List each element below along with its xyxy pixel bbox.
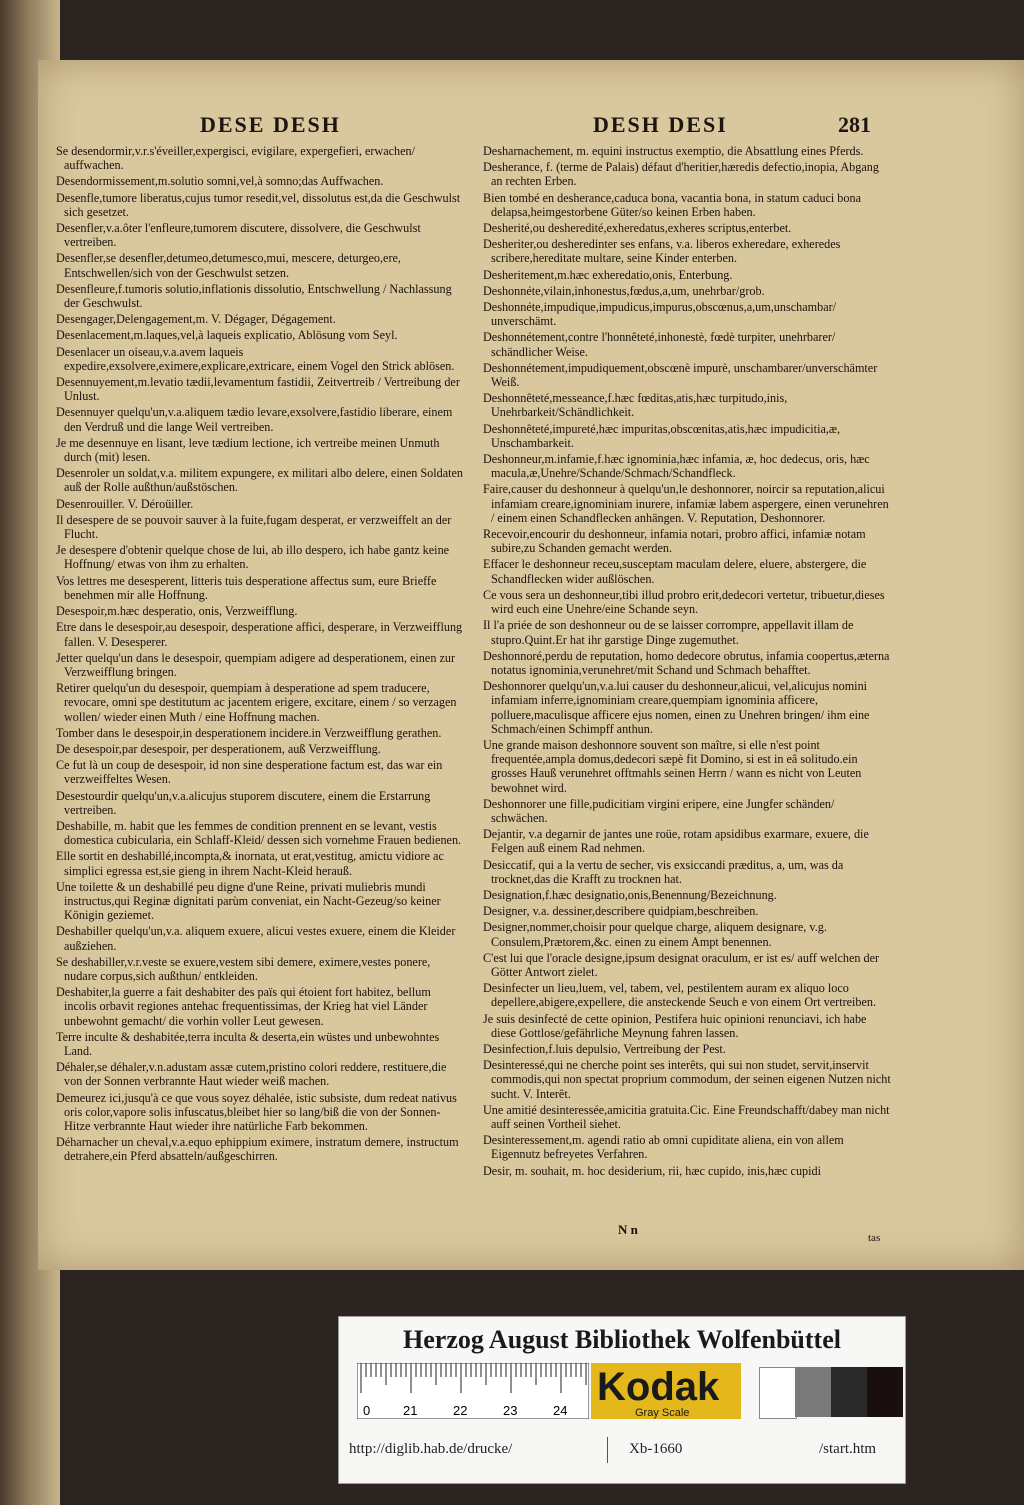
- dictionary-entry: Je suis desinfecté de cette opinion, Pestifera huic opinioni renunciavi, ich habe diese Gottlose/gefährliche Meynung fahren lassen.: [483, 1011, 867, 1040]
- gray-patch-dark: [831, 1367, 867, 1417]
- dictionary-entry: Desenrouiller. V. Déroüiller.: [56, 496, 194, 511]
- dictionary-entry: Desenlacer un oiseau,v.a.avem laqueis expedire,exsolvere,eximere,explicare,extricare, einem Vogel den Strick ablösen.: [56, 344, 455, 373]
- dictionary-entry: Deshonnêteté,impureté,hæc impuritas,obscœnitas,atis,hæc impudicitia,æ, Unschambarkeit.: [483, 421, 841, 450]
- dictionary-entry: Une toilette & un deshabillé peu digne d'une Reine, privati muliebris mundi instructus,qui Reginæ dignitati parùm conveniat, ein Nacht-Gezeug/so keiner Königin geziemet.: [56, 879, 441, 923]
- running-header: [38, 112, 1024, 142]
- dictionary-entry: Desiccatif, qui a la vertu de secher, vis exsiccandi præditus, a, um, was da trocknet,das die Krafft zu trocknen hat.: [483, 857, 844, 886]
- scale-ruler: [357, 1363, 589, 1419]
- dictionary-entry: Bien tombé en desherance,caduca bona, vacantia bona, in statum caduci bona delapsa,heimgestorbene Güter/so keinen Erben haben.: [483, 190, 861, 219]
- dictionary-entry: Desenlacement,m.laques,vel,à laqueis explicatio, Ablösung vom Seyl.: [56, 328, 398, 343]
- dictionary-entry: Retirer quelqu'un du desespoir, quempiam à desperatione ad spem traducere, revocare, omni spe destitutum ac jacentem erigere, excitare, einem / so verzagen wollen/ wieder einen Muth / eine Hoffnung machen.: [56, 681, 457, 724]
- dictionary-entry: Une grande maison deshonnore souvent son maître, si elle n'est point frequentée,ampla domus,dedecori sæpè fit Domino, si est in eâ solitudo.ein grosses Hauß verunehret offtmahls seinen Herrn / wann es nicht von Leuten bewohnet wird.: [483, 737, 862, 795]
- dictionary-entry: Desennuyement,m.levatio tædii,levamentum fastidii, Zeitvertreib / Vertreibung der Unlust.: [56, 375, 460, 404]
- dictionary-entry: Vos lettres me desesperent, litteris tuis desperatione affectus sum, eure Brieffe benehmen mir alle Hoffnung.: [56, 573, 437, 602]
- dictionary-entry: Desenfler,v.a.ôter l'enfleure,tumorem discutere, dissolvere, die Geschwulst vertreiben.: [56, 221, 421, 250]
- ruler-label-24: 24: [553, 1403, 568, 1418]
- dictionary-entry: Une amitié desinteressée,amicitia gratuita.Cic. Eine Freundschafft/dabey man nicht auff seinen Vortheil siehet.: [483, 1102, 890, 1131]
- dictionary-entry: Desherance, f. (terme de Palais) défaut d'heritier,hæredis defectio,inopia, Abgang an rechten Erben.: [483, 160, 879, 189]
- dictionary-entry: Terre inculte & deshabitée,terra inculta & deserta,ein wüstes und unbewohntes Land.: [56, 1029, 440, 1058]
- dictionary-entry: Deshonnétement,impudiquement,obscœnè impurè, unschambarer/unverschämter Weiß.: [483, 360, 878, 390]
- dictionary-entry: Deshonnorer quelqu'un,v.a.lui causer du deshonneur,alicui, vel,alicujus nomini infamiam inferre,ignominiam creare,quempiam ignominia afficere, polluere,maculisque afficere ejus nomen, einen zu Unehren bringen/ ihm eine Schmach/einen Schimpff anthun.: [483, 679, 870, 736]
- dictionary-entry: Je desespere d'obtenir quelque chose de lui, ab illo despero, ich habe gantz keine Hoffnung/ etwas von ihm zu erhalten.: [56, 543, 450, 572]
- ruler-label-23: 23: [503, 1403, 518, 1418]
- dictionary-entry: Designation,f.hæc designatio,onis,Benennung/Bezeichnung.: [483, 887, 777, 902]
- dictionary-entry: Desenfler,se desenfler,detumeo,detumesco,mui, mescere, deturgeo,ere, Entschwellen/sich von der Geschwulst setzen.: [56, 251, 401, 280]
- dictionary-entry: Etre dans le desespoir,au desespoir, desperatione affici, desperare, in Verzweifflung fallen. V. Desesperer.: [56, 620, 463, 649]
- ruler-label-21: 21: [403, 1403, 418, 1418]
- digital-library-url: http://diglib.hab.de/drucke/: [349, 1441, 513, 1457]
- gray-scale-label: Gray Scale: [635, 1407, 690, 1419]
- gray-patch-white: [759, 1367, 797, 1419]
- dictionary-entry: Desharnachement, m. equini instructus exemptio, die Absattlung eines Pferds.: [483, 144, 864, 158]
- dictionary-entry: Demeurez ici,jusqu'à ce que vous soyez déhalée, istic subsiste, dum redeat nativus oris color,vapore solis infuscatus,bleibet hier so lang/biß die von der Sonnen-Hitze verbrannte Haut wieder ihre natürliche Farb bekommen.: [56, 1090, 457, 1133]
- dictionary-entry: Se desendormir,v.r.s'éveiller,expergisci, evigilare, expergefieri, erwachen/ auffwachen.: [56, 144, 416, 173]
- dictionary-entry: Desinteressé,qui ne cherche point ses interêts, qui sui non studet, servit,inservit commodis,qui non spectat proprium commodum, der seinen eigenen Nutzen nicht sucht. V. Interêt.: [483, 1058, 891, 1101]
- dictionary-entry: C'est lui que l'oracle designe,ipsum designat oraculum, er ist es/ auff welchen der Götter Antwort zielet.: [483, 950, 880, 979]
- dictionary-entry: Ce fut là un coup de desespoir, id non sine desperatione factum est, das war ein verzweiffeltes Wesen.: [56, 758, 443, 787]
- page-number: 281: [838, 112, 871, 137]
- dictionary-entry: Desenfle,tumore liberatus,cujus tumor resedit,vel, dissolutus est,da die Geschwulst sich gesetzet.: [56, 190, 461, 219]
- ruler-label-22: 22: [453, 1403, 468, 1418]
- dictionary-entry: Deshonnéte,vilain,inhonestus,fœdus,a,um, unehrbar/grob.: [483, 283, 765, 298]
- dictionary-entry: Il desespere de se pouvoir sauver à la fuite,fugam desperat, er verzweiffelt an der Flucht.: [56, 512, 452, 542]
- dictionary-entry: Déhaler,se déhaler,v.n.adustam assæ cutem,pristino colori reddere, restituere,die von der Sonnen verbrannte Haut wieder weiß machen.: [56, 1060, 447, 1089]
- gray-patch-mid: [795, 1367, 831, 1417]
- dictionary-entry: Recevoir,encourir du deshonneur, infamia notari, probro affici, infamiæ notam subire,zu Schanden gemacht werden.: [483, 527, 866, 556]
- dictionary-entry: Desenroler un soldat,v.a. militem expungere, ex militari albo delere, einen Soldaten auß der Rolle außthun/außstöschen.: [56, 466, 464, 495]
- dictionary-entry: Desenfleure,f.tumoris solutio,inflationis dissolutio, Entschwellung / Nachlassung der Geschwulst.: [56, 281, 452, 311]
- dictionary-entry: Deshabiter,la guerre a fait deshabiter des païs qui étoient fort habitez, bellum incolis orbavit regiones antehac frequentissimas, der Krieg hat viel Länder unbewohnt gemacht/ die vorhin voller Leut gewesen.: [56, 985, 431, 1028]
- dictionary-entry: Desheriter,ou desheredinter ses enfans, v.a. liberos exheredare, exheredes scribere,hereditate multare, seine Kinder enterben.: [483, 237, 841, 266]
- dictionary-entry: Je me desennuye en lisant, leve tædium lectione, ich vertreibe meinen Unmuth durch (mit) lesen.: [56, 435, 440, 465]
- dictionary-entry: Deshabille, m. habit que les femmes de condition prennent en se levant, vestis domestica cubicularia, ein Schlaff-Kleid/ dessen sich vornehme Frauen bedienen.: [56, 818, 462, 848]
- dictionary-entry: Designer, v.a. dessiner,describere quidpiam,beschreiben.: [483, 904, 759, 919]
- shelfmark: Xb-1660: [629, 1441, 683, 1457]
- header-right: DESH DESI: [593, 112, 728, 137]
- dictionary-entry: Desherité,ou desheredité,exheredatus,exheres scriptus,enterbet.: [483, 221, 792, 236]
- start-path: /start.htm: [819, 1441, 877, 1457]
- dictionary-entry: Desennuyer quelqu'un,v.a.aliquem tædio levare,exsolvere,fastidio liberare, einem den Verdruß und die lange Weil vertreiben.: [56, 405, 453, 434]
- dictionary-entry: Designer,nommer,choisir pour quelque charge, aliquem designare, v.g. Consulem,Prætorem,&c. einen zu einem Ampt benennen.: [483, 920, 827, 949]
- dictionary-entry: Desheritement,m.hæc exheredatio,onis, Enterbung.: [483, 267, 733, 282]
- dictionary-entry: Deshabiller quelqu'un,v.a. aliquem exuere, alicui vestes exuere, einem die Kleider außziehen.: [56, 924, 456, 953]
- dictionary-entry: Desestourdir quelqu'un,v.a.alicujus stuporem discutere, einem die Erstarrung vertreiben.: [56, 788, 431, 817]
- dictionary-entry: Ce vous sera un deshonneur,tibi illud probro erit,dedecori vertetur, tribuetur,dieses wird euch eine Unehre/eine Schande seyn.: [483, 587, 885, 617]
- dictionary-entry: Desengager,Delengagement,m. V. Dégager, Dégagement.: [56, 312, 336, 327]
- dictionary-entry: Faire,causer du deshonneur à quelqu'un,le deshonnorer, noircir sa reputation,alicui infamiam creare,ignominiam inurere, infamiæ labem aspergere, einen verunehren / einem einen Schandflecken anhängen. V. Reputation, Deshonnorer.: [483, 482, 889, 525]
- dictionary-entry: Tomber dans le desespoir,in desperationem incidere.in Verzweifflung gerathen.: [56, 725, 442, 740]
- dictionary-entry: Deshonneur,m.infamie,f.hæc ignominia,hæc infamia, æ, hoc dedecus, oris, hæc macula,æ,Unehre/Schande/Schmach/Schandfleck.: [483, 452, 870, 481]
- dictionary-entry: Desinfection,f.luis depulsio, Vertreibung der Pest.: [483, 1041, 726, 1056]
- dictionary-entry: De desespoir,par desespoir, per desperationem, auß Verzweifflung.: [56, 741, 381, 756]
- kodak-logo: Kodak: [597, 1365, 720, 1409]
- dictionary-entry: Dejantir, v.a degarnir de jantes une roüe, rotam apsidibus exarmare, exuere, die Felgen auß einem Rad nehmen.: [483, 827, 869, 856]
- divider: [607, 1437, 608, 1463]
- book-page: [38, 60, 1024, 1270]
- signature-mark: N n: [618, 1222, 638, 1237]
- dictionary-entry: Deshonnoré,perdu de reputation, homo dedecore obrutus, infamia coopertus,æterna notatus ignominia,verunehret/mit Schand und Schmach behafftet.: [483, 648, 890, 677]
- dictionary-entry: Deshonnorer une fille,pudicitiam virgini eripere, eine Jungfer schänden/ schwächen.: [483, 796, 835, 825]
- dictionary-entry: Elle sortit en deshabillé,incompta,& inornata, ut erat,vestitug, amictu vidiore ac simplici egressa est,sie gieng in ihrem Nacht-Kleid herauß.: [56, 849, 444, 878]
- library-target-card: [338, 1316, 906, 1484]
- dictionary-entry: Desir, m. souhait, m. hoc desiderium, rii, hæc cupido, inis,hæc cupidi: [483, 1163, 822, 1178]
- dictionary-entry: Deshonnêteté,messeance,f.hæc fœditas,atis,hæc turpitudo,inis, Unehrbarkeit/Schändlichkeit.: [483, 391, 788, 420]
- dictionary-entry: Desinteressement,m. agendi ratio ab omni cupiditate aliena, ein von allem Eigennutz befreyetes Verfahren.: [483, 1133, 844, 1162]
- ruler-label-0: 0: [363, 1403, 371, 1418]
- right-column: [483, 144, 893, 1180]
- dictionary-entry: Déharnacher un cheval,v.a.equo ephippium eximere, instratum demere, instructum detrahere,ein Pferd absatteln/außgeschirren.: [56, 1135, 459, 1164]
- dictionary-entry: Se deshabiller,v.r.veste se exuere,vestem sibi demere, eximere,vestes ponere, nudare corpus,sich außthun/ entkleiden.: [56, 954, 431, 983]
- dictionary-entry: Deshonnétement,contre l'honnêteté,inhonestè, fœdè turpiter, unehrbarer/ schändlicher Weise.: [483, 330, 836, 359]
- gray-patch-black: [867, 1367, 903, 1417]
- dictionary-entry: Desendormissement,m.solutio somni,vel,à somno;das Auffwachen.: [56, 174, 384, 189]
- dictionary-entry: Desespoir,m.hæc desperatio, onis, Verzweifflung.: [56, 604, 298, 619]
- header-left: DESE DESH: [200, 112, 341, 137]
- dictionary-entry: Effacer le deshonneur receu,susceptam maculam delere, eluere, abstergere, die Schandflecken wider außlöschen.: [483, 557, 867, 586]
- dictionary-entry: Deshonnéte,impudique,impudicus,impurus,obscœnus,a,um,unschambar/ unverschämt.: [483, 300, 837, 329]
- left-column: [56, 144, 466, 1166]
- dictionary-entry: Il l'a priée de son deshonneur ou de se laisser corrompre, appellavit illam de stupro.Quint.Er hat ihr garstige Dinge zugemuthet.: [483, 618, 854, 647]
- dictionary-entry: Jetter quelqu'un dans le desespoir, quempiam adigere ad desperationem, einen zur Verzweifflung bringen.: [56, 650, 456, 679]
- dictionary-entry: Desinfecter un lieu,luem, vel, tabem, vel, pestilentem auram ex aliquo loco depellere,abigere,expellere, die ansteckende Seuch e von einem Ort vertreiben.: [483, 981, 877, 1010]
- library-title: Herzog August Bibliothek Wolfenbüttel: [403, 1325, 841, 1354]
- catchword: tas: [868, 1232, 881, 1244]
